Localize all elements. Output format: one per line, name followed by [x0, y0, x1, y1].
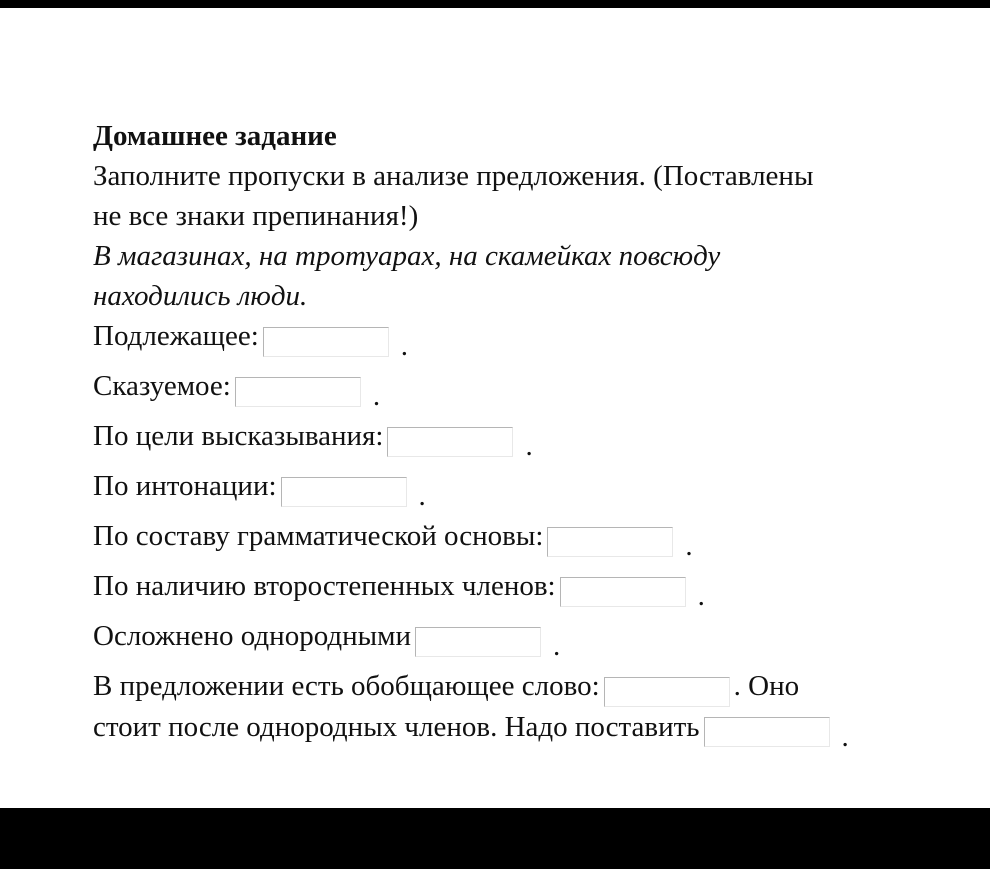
secondary-input[interactable]	[560, 577, 686, 607]
purpose-label: По цели высказывания:	[93, 420, 384, 452]
period: .	[685, 530, 693, 562]
predicate-label: Сказуемое:	[93, 370, 231, 402]
period: .	[525, 430, 533, 462]
row-grammatical-base	[93, 516, 973, 566]
intonation-label: По интонации:	[93, 470, 277, 502]
generalizing-input[interactable]	[604, 677, 730, 707]
generalizing-after-text: . Оно	[733, 670, 800, 702]
period: .	[418, 480, 426, 512]
page-title: Домашнее задание	[93, 120, 337, 152]
intonation-input[interactable]	[281, 477, 407, 507]
punct-input[interactable]	[704, 717, 830, 747]
row-homogeneous	[93, 616, 973, 666]
period: .	[553, 630, 561, 662]
worksheet	[0, 8, 990, 808]
generalizing-label: В предложении есть обобщающее слово:	[93, 670, 600, 702]
instruction-line-1: Заполните пропуски в анализе предложения. (Поставлены	[93, 160, 814, 192]
homogeneous-label: Осложнено однородными	[93, 620, 411, 652]
base-input[interactable]	[547, 527, 673, 557]
secondary-label: По наличию второстепенных членов:	[93, 570, 556, 602]
row-punctuation	[93, 707, 973, 757]
sentence-line-1: В магазинах, на тротуарах, на скамейках повсюду	[93, 240, 721, 272]
period: .	[372, 380, 381, 412]
homework-content	[93, 116, 973, 757]
period: .	[400, 330, 408, 362]
subject-label: Подлежащее:	[93, 320, 259, 352]
punct-label: стоит после однородных членов. Надо поставить	[93, 710, 700, 743]
period: .	[841, 720, 849, 753]
sentence-line-2: находились люди.	[93, 280, 308, 312]
row-secondary-members	[93, 566, 973, 616]
row-purpose	[93, 416, 973, 466]
instruction-line-2: не все знаки препинания!)	[93, 200, 419, 232]
purpose-input[interactable]	[387, 427, 513, 457]
predicate-input[interactable]	[235, 377, 361, 407]
row-subject	[93, 316, 973, 366]
row-generalizing-word	[93, 666, 973, 707]
homogeneous-input[interactable]	[415, 627, 541, 657]
subject-input[interactable]	[263, 327, 389, 357]
base-label: По составу грамматической основы:	[93, 520, 544, 552]
row-predicate	[93, 366, 973, 416]
row-intonation	[93, 466, 973, 516]
period: .	[697, 580, 705, 612]
